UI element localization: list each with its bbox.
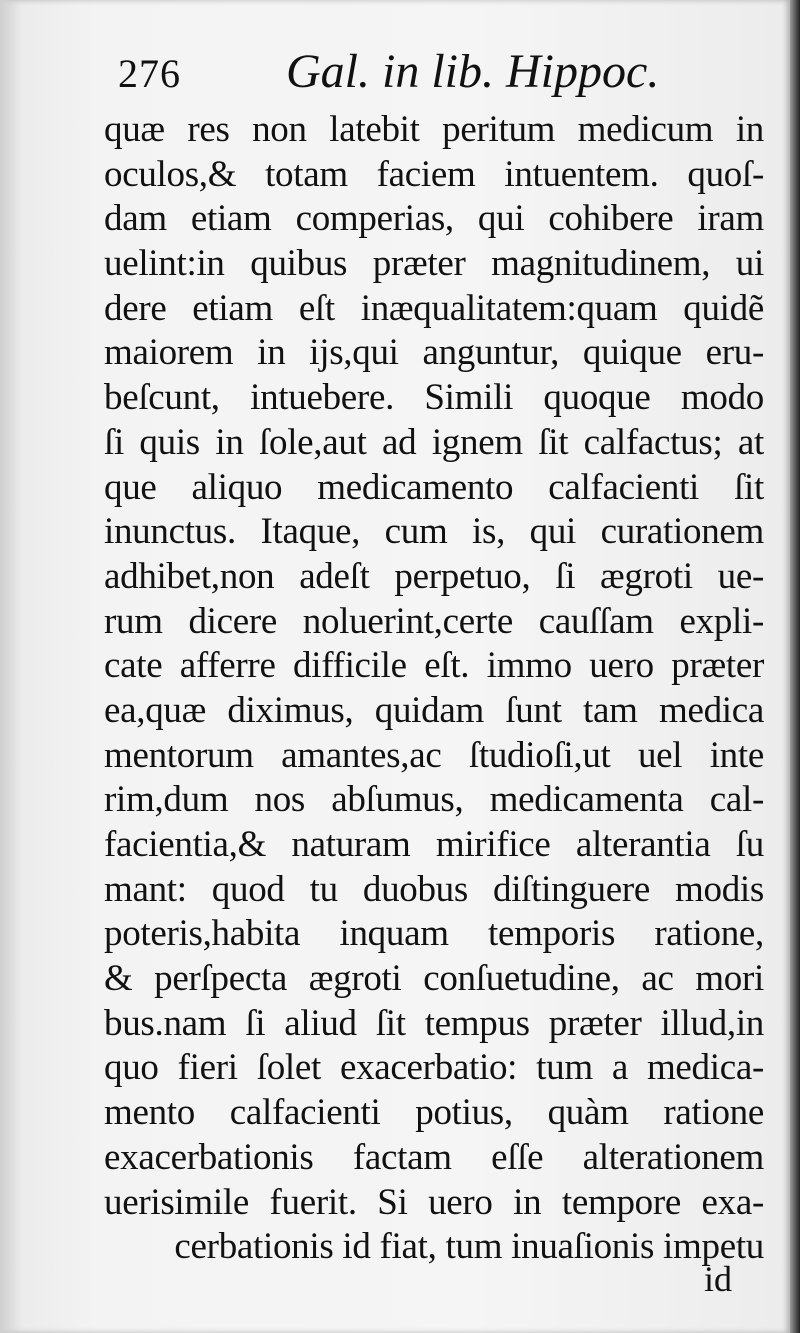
text-line: bus.nam ſi aliud ſit tempus præter illud,in xyxy=(104,1002,764,1044)
text-line: cerbationis id fiat, tum inuaſionis impetu xyxy=(174,1226,764,1268)
text-line: beſcunt, intuebere. Simili quoque modo xyxy=(104,377,764,419)
text-line: quo fieri ſolet exacerbatio: tum a medica- xyxy=(104,1047,764,1089)
text-line: cate afferre difficile eſt. immo uero præter xyxy=(104,645,764,687)
page-number: 276 xyxy=(118,51,181,96)
text-line: mento calfacienti potius, quàm ratione xyxy=(104,1092,764,1134)
text-line: mentorum amantes,ac ſtudioſi,ut uel inte xyxy=(104,734,764,776)
page-edge-shadow xyxy=(790,0,800,1333)
text-line: uelint:in quibus præter magnitudinem, ui xyxy=(104,243,764,285)
text-line: exacerbationis factam eſſe alterationem xyxy=(104,1136,764,1178)
text-line: ea,quæ diximus, quidam ſunt tam medica xyxy=(104,689,764,731)
text-line: maiorem in ijs,qui anguntur, quique eru- xyxy=(104,332,764,374)
page-gutter-shadow xyxy=(0,0,22,1333)
text-line: oculos,& totam faciem intuentem. quoſ- xyxy=(104,153,764,195)
text-line: quæ res non latebit peritum medicum in xyxy=(104,109,764,150)
text-line: que aliquo medicamento calfacienti ſit xyxy=(104,466,764,508)
text-line: dam etiam comperias, qui cohibere iram xyxy=(104,198,764,240)
body-text xyxy=(104,108,764,1270)
text-line: uerisimile fuerit. Si uero in tempore exa- xyxy=(104,1181,764,1223)
text-line: rum dicere noluerint,certe cauſſam expli- xyxy=(104,600,764,642)
page-header xyxy=(118,44,678,104)
text-line: adhibet,non adeſt perpetuo, ſi ægroti ue- xyxy=(104,555,764,597)
text-line: poteris,habita inquam temporis ratione, xyxy=(104,913,764,955)
text-line: mant: quod tu duobus diſtinguere modis xyxy=(104,868,764,910)
running-head: Gal. in lib. Hippoc. xyxy=(286,45,660,98)
text-line: dere etiam eſt inæqualitatem:quam quidẽ xyxy=(104,287,764,329)
text-line: ſi quis in ſole,aut ad ignem ſit calfactus; at xyxy=(104,421,764,463)
text-line: & perſpecta ægroti conſuetudine, ac mori xyxy=(104,958,764,1000)
text-line: inunctus. Itaque, cum is, qui curationem xyxy=(104,511,764,553)
catchword: id xyxy=(704,1259,733,1299)
text-line: rim,dum nos abſumus, medicamenta cal- xyxy=(104,779,764,821)
text-line: facientia,& naturam mirifice alterantia ſu xyxy=(104,824,764,865)
